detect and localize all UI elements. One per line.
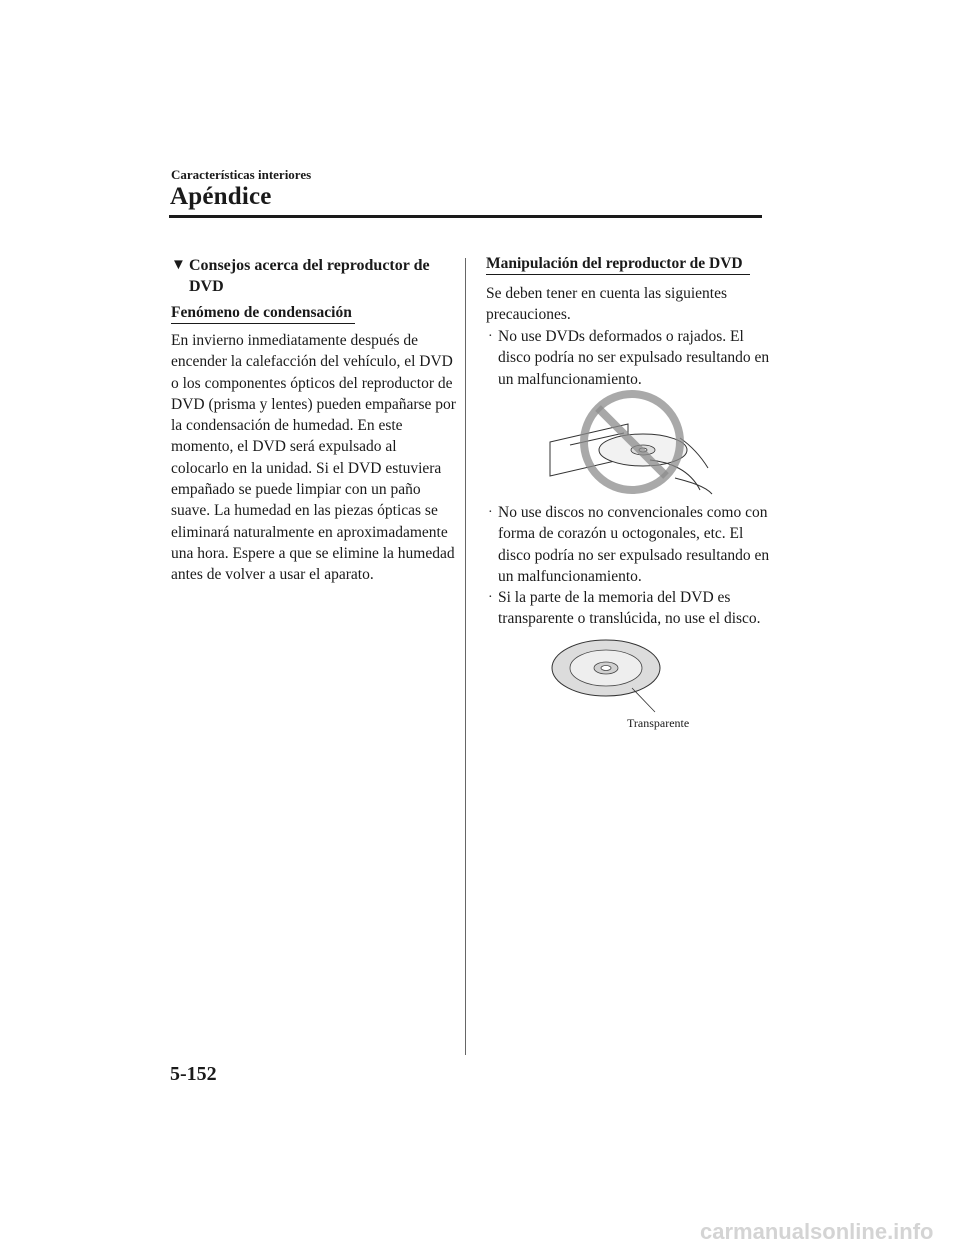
condensation-paragraph: En invierno inmediatamente después de encender la calefacción del vehículo, el DVD o los componentes ópticos del reproductor de DVD (prisma y lentes) pueden empañarse por la condensación de humedad. En este momento, el DVD será expulsado al colocarlo en la unidad. Si el DVD estuviera empañado se puede limpiar con un paño suave. La humedad en las piezas ópticas se eliminará naturalmente en aproximadamente una hora. Espere a que se elimine la humedad antes de volver a usar el aparato.: [171, 332, 456, 584]
subheading-condensation: Fenómeno de condensación: [171, 304, 352, 321]
subheading-handling: Manipulación del reproductor de DVD: [486, 255, 743, 272]
list-item: [488, 502, 770, 587]
intro-paragraph: Se deben tener en cuenta las siguientes precauciones.: [486, 285, 728, 324]
section-title: Consejos acerca del reproductor de DVD: [189, 257, 430, 295]
breadcrumb: Características interiores: [171, 167, 312, 182]
list-item-text: No use DVDs deformados o rajados. El disco podría no ser expulsado resultando en un malfuncionamiento.: [498, 328, 770, 388]
subheading-underline: [171, 323, 355, 324]
column-divider: [465, 258, 466, 1055]
svg-text:carmanualsonline.info: carmanualsonline.info: [700, 1219, 934, 1244]
transparent-disc-illustration: [550, 636, 680, 722]
title-rule: [169, 215, 762, 218]
deformed-disc-prohibited-illustration: [540, 390, 720, 500]
list-item-text: No use discos no convencionales como con forma de corazón u octogonales, etc. El disco podría no ser expulsado resultando en un malfuncionamiento.: [498, 504, 770, 585]
page-title: Apéndice: [170, 183, 272, 210]
list-item: [488, 326, 770, 390]
list-item-text: Si la parte de la memoria del DVD es transparente o translúcida, no use el disco.: [498, 589, 761, 628]
section-marker-icon: ▼: [171, 257, 186, 273]
page-number: 5-152: [170, 1063, 217, 1085]
bullet-icon: ·: [488, 590, 493, 605]
watermark-logo: [0, 1215, 960, 1245]
bullet-icon: ·: [488, 505, 493, 520]
disc-caption: Transparente: [627, 716, 690, 730]
bullet-icon: ·: [488, 329, 493, 344]
list-item: [488, 587, 770, 630]
subheading-underline: [486, 274, 750, 275]
section-heading: [171, 255, 451, 297]
